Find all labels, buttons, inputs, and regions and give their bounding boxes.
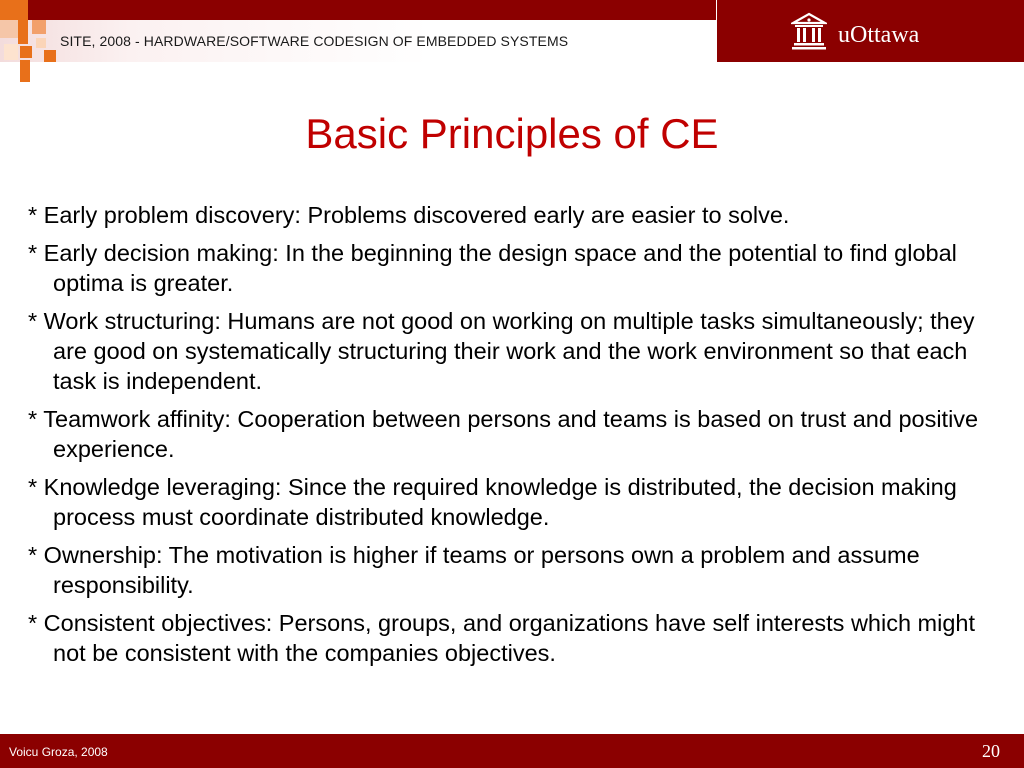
decor-square: [44, 50, 56, 62]
course-header-title: SITE, 2008 - HARDWARE/SOFTWARE CODESIGN OF EMBEDDED SYSTEMS: [60, 33, 569, 49]
bullet-item: * Teamwork affinity: Cooperation between persons and teams is based on trust and positive experience.: [28, 406, 979, 462]
decor-square: [32, 20, 46, 34]
decor-square: [0, 20, 18, 38]
decor-square: [18, 0, 28, 44]
footer-author: Voicu Groza, 2008: [9, 745, 108, 759]
slide-title: Basic Principles of CE: [305, 110, 719, 157]
bullet-item: * Work structuring: Humans are not good on working on multiple tasks simultaneously; they are good on systematically structuring their work and the work environment so that each task is independent.: [28, 308, 975, 394]
bullet-item: * Consistent objectives: Persons, groups, and organizations have self interests which might not be consistent with the companies objectives.: [28, 610, 976, 666]
university-building-icon: [791, 12, 827, 50]
decor-square: [4, 44, 18, 60]
page-number: 20: [982, 741, 1000, 761]
bullet-item: * Knowledge leveraging: Since the required knowledge is distributed, the decision making process must coordinate distributed knowledge.: [28, 474, 957, 530]
university-logo-text: uOttawa: [838, 22, 920, 48]
decor-square: [20, 60, 30, 82]
bullet-list: [28, 200, 998, 676]
bullet-item: * Early decision making: In the beginning the design space and the potential to find global optima is greater.: [28, 240, 957, 296]
decor-square: [20, 46, 32, 58]
decor-square: [36, 38, 46, 48]
bullet-item: * Early problem discovery: Problems discovered early are easier to solve.: [28, 202, 790, 228]
header-bar: [0, 0, 716, 62]
bullet-item: * Ownership: The motivation is higher if teams or persons own a problem and assume responsibility.: [28, 542, 920, 598]
footer-bar: [0, 734, 1024, 768]
